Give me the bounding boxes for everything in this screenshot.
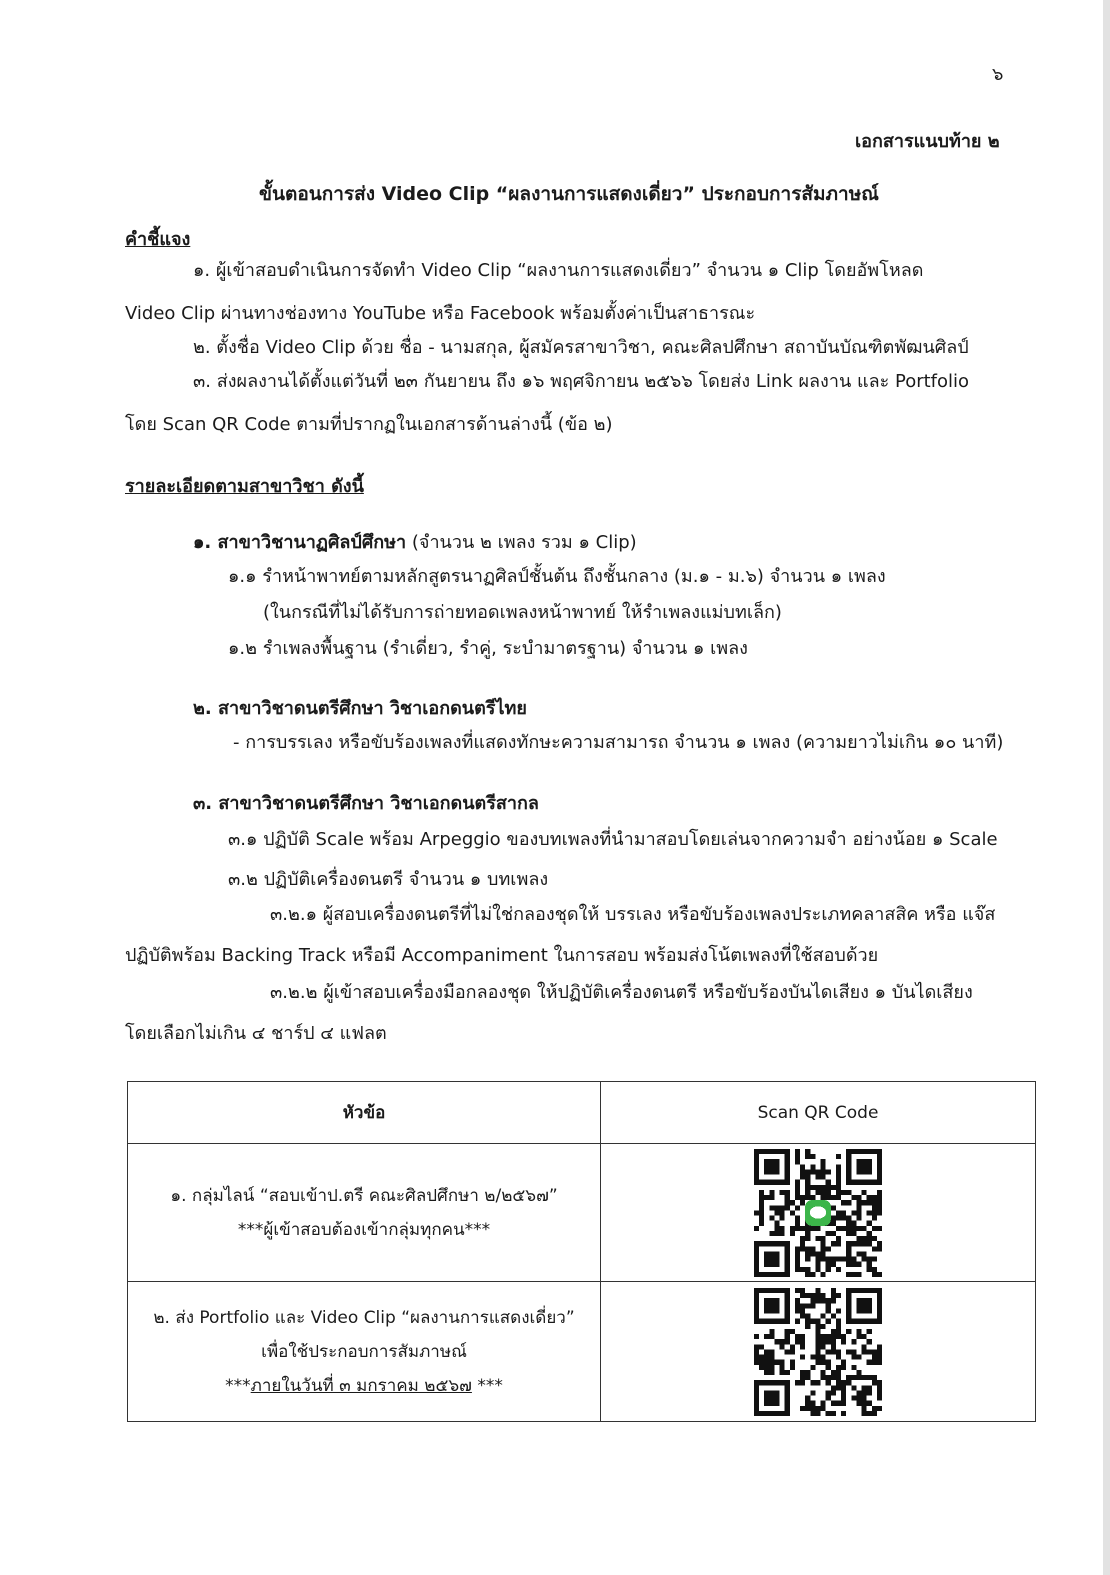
instruction-2: ๒. ตั้งชื่อ Video Clip ด้วย ชื่อ - นามสกุล, ผู้สมัครสาขาวิชา, คณะศิลปศึกษา สถาบันบัณฑิตพัฒนศิลป์ — [193, 337, 969, 358]
attachment-label: เอกสารแนบท้าย ๒ — [855, 131, 1000, 152]
page-number: ๖ — [992, 64, 1004, 85]
section-1-2: ๑.๒ รำเพลงพื้นฐาน (รำเดี่ยว, รำคู่, ระบำมาตรฐาน) จำนวน ๑ เพลง — [228, 638, 748, 659]
row-2-deadline: ภายในวันที่ ๓ มกราคม ๒๕๖๗ — [250, 1375, 472, 1396]
section-3-2: ๓.๒ ปฏิบัติเครื่องดนตรี จำนวน ๑ บทเพลง — [228, 869, 549, 890]
row-2-topic — [128, 1282, 601, 1422]
table-header-qr: Scan QR Code — [601, 1082, 1036, 1144]
section-1-1-note: (ในกรณีที่ไม่ได้รับการถ่ายทอดเพลงหน้าพาทย์ ให้รำเพลงแม่บทเล็ก) — [263, 602, 782, 623]
table-row — [128, 1282, 1036, 1422]
table-header-row — [128, 1082, 1036, 1144]
section-3-2-1-line-1: ๓.๒.๑ ผู้สอบเครื่องดนตรีที่ไม่ใช่กลองชุดให้ บรรเลง หรือขับร้องเพลงประเภทคลาสสิค หรือ แจ๊ส — [270, 904, 996, 925]
instruction-3-line-1: ๓. ส่งผลงานได้ตั้งแต่วันที่ ๒๓ กันยายน ถึง ๑๖ พฤศจิกายน ๒๕๖๖ โดยส่ง Link ผลงาน และ Portfolio — [193, 371, 970, 392]
section-3-2-1-line-2: ปฏิบัติพร้อม Backing Track หรือมี Accompaniment ในการสอบ พร้อมส่งโน้ตเพลงที่ใช้สอบด้วย — [125, 945, 879, 966]
section-1-heading — [193, 531, 637, 555]
page-title: ขั้นตอนการส่ง Video Clip “ผลงานการแสดงเดี่ยว” ประกอบการสัมภาษณ์ — [259, 183, 879, 205]
instruction-1-line-1: ๑. ผู้เข้าสอบดำเนินการจัดทำ Video Clip “ผลงานการแสดงเดี่ยว” จำนวน ๑ Clip โดยอัพโหลด — [193, 260, 924, 281]
section-1-title: ๑. สาขาวิชานาฏศิลป์ศึกษา — [193, 532, 407, 553]
qr-code-icon[interactable] — [754, 1149, 882, 1277]
section-3-1: ๓.๑ ปฏิบัติ Scale พร้อม Arpeggio ของบทเพลงที่นำมาสอบโดยเล่นจากความจำ อย่างน้อย ๑ Scale — [228, 829, 998, 850]
row-1-line-2: ***ผู้เข้าสอบต้องเข้ากลุ่มทุกคน*** — [237, 1219, 491, 1240]
section-3-2-2-line-2: โดยเลือกไม่เกิน ๔ ชาร์ป ๔ แฟลต — [125, 1023, 387, 1044]
row-2-line-1: ๒. ส่ง Portfolio และ Video Clip “ผลงานการแสดงเดี่ยว” — [153, 1307, 575, 1328]
row-1-topic — [128, 1144, 601, 1282]
section-1-note: (จำนวน ๒ เพลง รวม ๑ Clip) — [406, 532, 637, 553]
row-2-line-3: ***ภายในวันที่ ๓ มกราคม ๒๕๖๗ *** — [225, 1375, 503, 1396]
details-heading: รายละเอียดตามสาขาวิชา ดังนี้ — [125, 476, 364, 497]
qr-code-icon[interactable] — [754, 1288, 882, 1416]
instruction-1-line-2: Video Clip ผ่านทางช่องทาง YouTube หรือ Facebook พร้อมตั้งค่าเป็นสาธารณะ — [125, 303, 756, 324]
qr-code-table — [127, 1081, 1036, 1422]
table-header-topic: หัวข้อ — [128, 1082, 601, 1144]
page-edge-shadow — [1103, 0, 1110, 1575]
section-1-1: ๑.๑ รำหน้าพาทย์ตามหลักสูตรนาฏศิลป์ชั้นต้น ถึงชั้นกลาง (ม.๑ - ม.๖) จำนวน ๑ เพลง — [228, 566, 886, 587]
table-row — [128, 1144, 1036, 1282]
section-3-2-2-line-1: ๓.๒.๒ ผู้เข้าสอบเครื่องมือกลองชุด ให้ปฏิบัติเครื่องดนตรี หรือขับร้องบันไดเสียง ๑ บันไดเสียง — [270, 982, 973, 1003]
instructions-heading: คำชี้แจง — [125, 229, 191, 250]
row-2-qr-cell — [601, 1282, 1036, 1422]
row-1-qr-cell — [601, 1144, 1036, 1282]
instruction-3-line-2: โดย Scan QR Code ตามที่ปรากฏในเอกสารด้านล่างนี้ (ข้อ ๒) — [125, 414, 613, 435]
section-2-item: - การบรรเลง หรือขับร้องเพลงที่แสดงทักษะความสามารถ จำนวน ๑ เพลง (ความยาวไม่เกิน ๑๐ นาที) — [233, 732, 1004, 753]
row-1-line-1: ๑. กลุ่มไลน์ “สอบเข้าป.ตรี คณะศิลปศึกษา ๒/๒๕๖๗” — [170, 1185, 558, 1206]
section-3-title: ๓. สาขาวิชาดนตรีศึกษา วิชาเอกดนตรีสากล — [193, 793, 539, 814]
row-2-line-2: เพื่อใช้ประกอบการสัมภาษณ์ — [261, 1341, 467, 1362]
section-2-title: ๒. สาขาวิชาดนตรีศึกษา วิชาเอกดนตรีไทย — [193, 698, 527, 719]
